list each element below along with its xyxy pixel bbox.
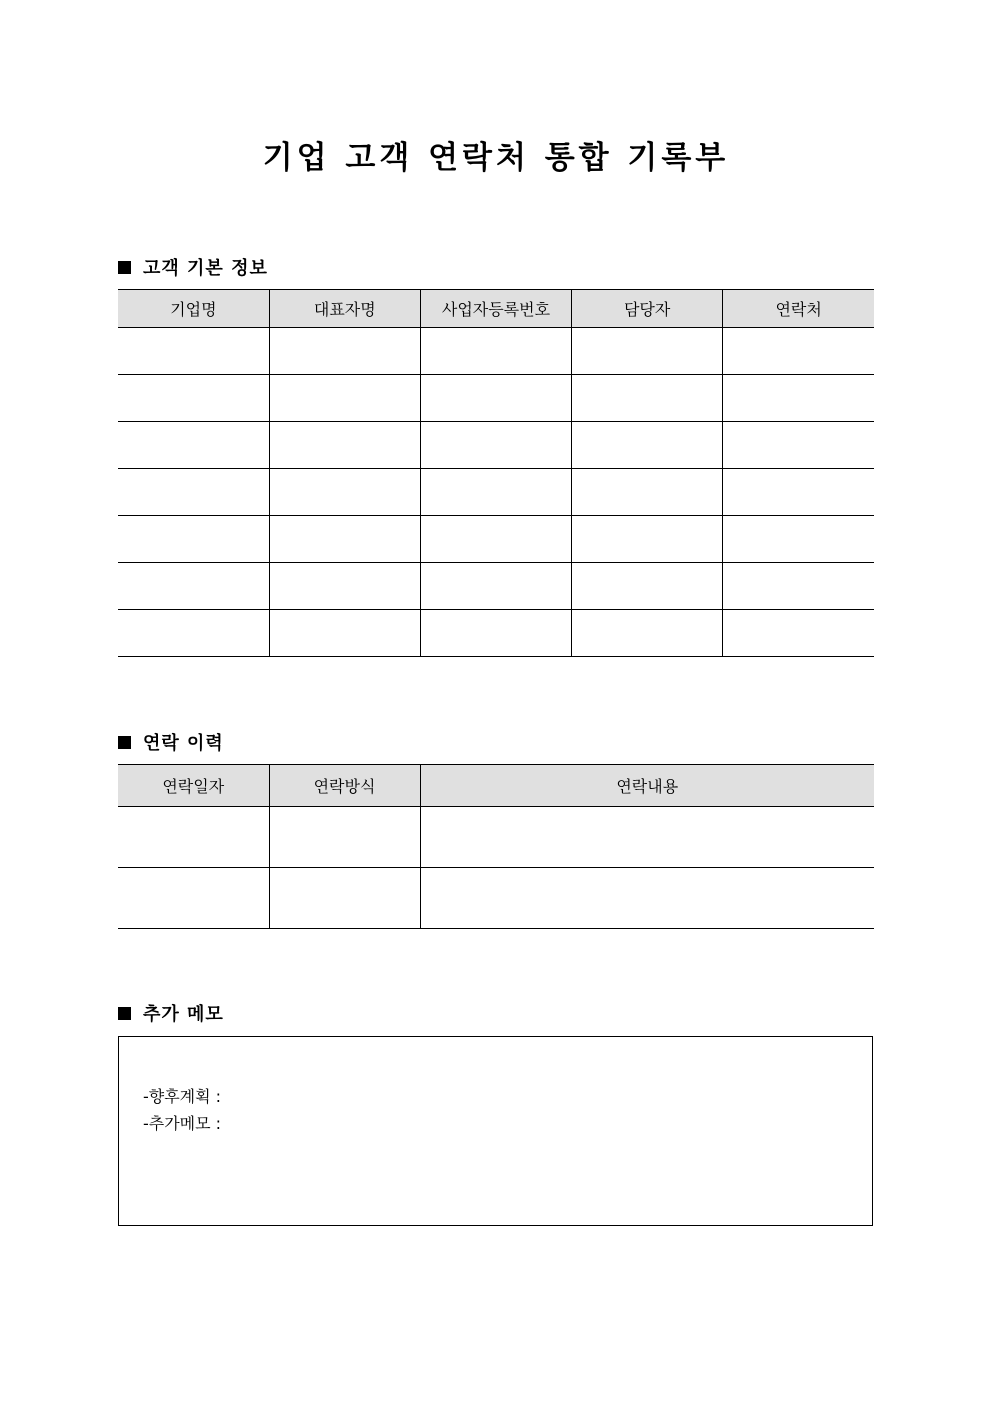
customer-info-table [118,289,874,657]
table-cell[interactable] [269,375,420,422]
column-header-contact-method: 연락방식 [269,765,420,807]
table-cell[interactable] [118,328,269,375]
table-row [118,328,874,375]
table-cell[interactable] [420,328,571,375]
section-heading-customer-info [118,254,268,280]
table-cell[interactable] [723,610,874,657]
table-row [118,516,874,563]
section-heading-memo [118,1000,224,1026]
table-cell[interactable] [269,422,420,469]
table-cell[interactable] [572,328,723,375]
table-cell[interactable] [723,516,874,563]
square-bullet-icon [118,736,131,749]
table-cell[interactable] [723,328,874,375]
table-cell[interactable] [572,469,723,516]
section-heading-label: 추가 메모 [143,1004,224,1025]
table-row [118,375,874,422]
table-cell[interactable] [420,807,874,868]
table-cell[interactable] [269,610,420,657]
column-header-contact-details: 연락내용 [420,765,874,807]
table-cell[interactable] [420,610,571,657]
table-row [118,469,874,516]
table-cell[interactable] [420,422,571,469]
column-header-company: 기업명 [118,290,269,328]
contact-history-table [118,764,874,929]
table-cell[interactable] [723,422,874,469]
table-cell[interactable] [572,375,723,422]
table-row [118,807,874,868]
table-cell[interactable] [269,328,420,375]
memo-line-additional-memo: -추가메모 : [143,1114,222,1133]
table-row [118,563,874,610]
table-cell[interactable] [269,868,420,929]
table-cell[interactable] [118,563,269,610]
table-cell[interactable] [420,868,874,929]
table-cell[interactable] [118,422,269,469]
column-header-business-number: 사업자등록번호 [420,290,571,328]
memo-box[interactable] [118,1036,873,1226]
memo-line-future-plan: -향후계획 : [143,1087,222,1106]
table-header-row [118,290,874,328]
column-header-contact: 연락처 [723,290,874,328]
table-header-row [118,765,874,807]
table-cell[interactable] [118,868,269,929]
page-title: 기업 고객 연락처 통합 기록부 [262,140,730,176]
table-cell[interactable] [118,610,269,657]
table-cell[interactable] [269,563,420,610]
table-cell[interactable] [118,375,269,422]
table-row [118,868,874,929]
table-cell[interactable] [269,516,420,563]
table-cell[interactable] [420,469,571,516]
column-header-contact-date: 연락일자 [118,765,269,807]
column-header-representative: 대표자명 [269,290,420,328]
table-cell[interactable] [572,610,723,657]
table-cell[interactable] [269,469,420,516]
table-cell[interactable] [269,807,420,868]
table-cell[interactable] [723,375,874,422]
section-heading-label: 고객 기본 정보 [143,258,268,279]
square-bullet-icon [118,1007,131,1020]
table-cell[interactable] [420,516,571,563]
table-cell[interactable] [118,807,269,868]
section-heading-label: 연락 이력 [143,733,224,754]
table-row [118,610,874,657]
table-cell[interactable] [572,516,723,563]
table-cell[interactable] [572,422,723,469]
column-header-manager: 담당자 [572,290,723,328]
table-cell[interactable] [420,563,571,610]
table-cell[interactable] [723,469,874,516]
square-bullet-icon [118,261,131,274]
table-cell[interactable] [420,375,571,422]
table-cell[interactable] [572,563,723,610]
table-cell[interactable] [118,516,269,563]
memo-lines [143,1083,221,1137]
table-row [118,422,874,469]
section-heading-contact-history [118,729,224,755]
table-cell[interactable] [118,469,269,516]
table-cell[interactable] [723,563,874,610]
